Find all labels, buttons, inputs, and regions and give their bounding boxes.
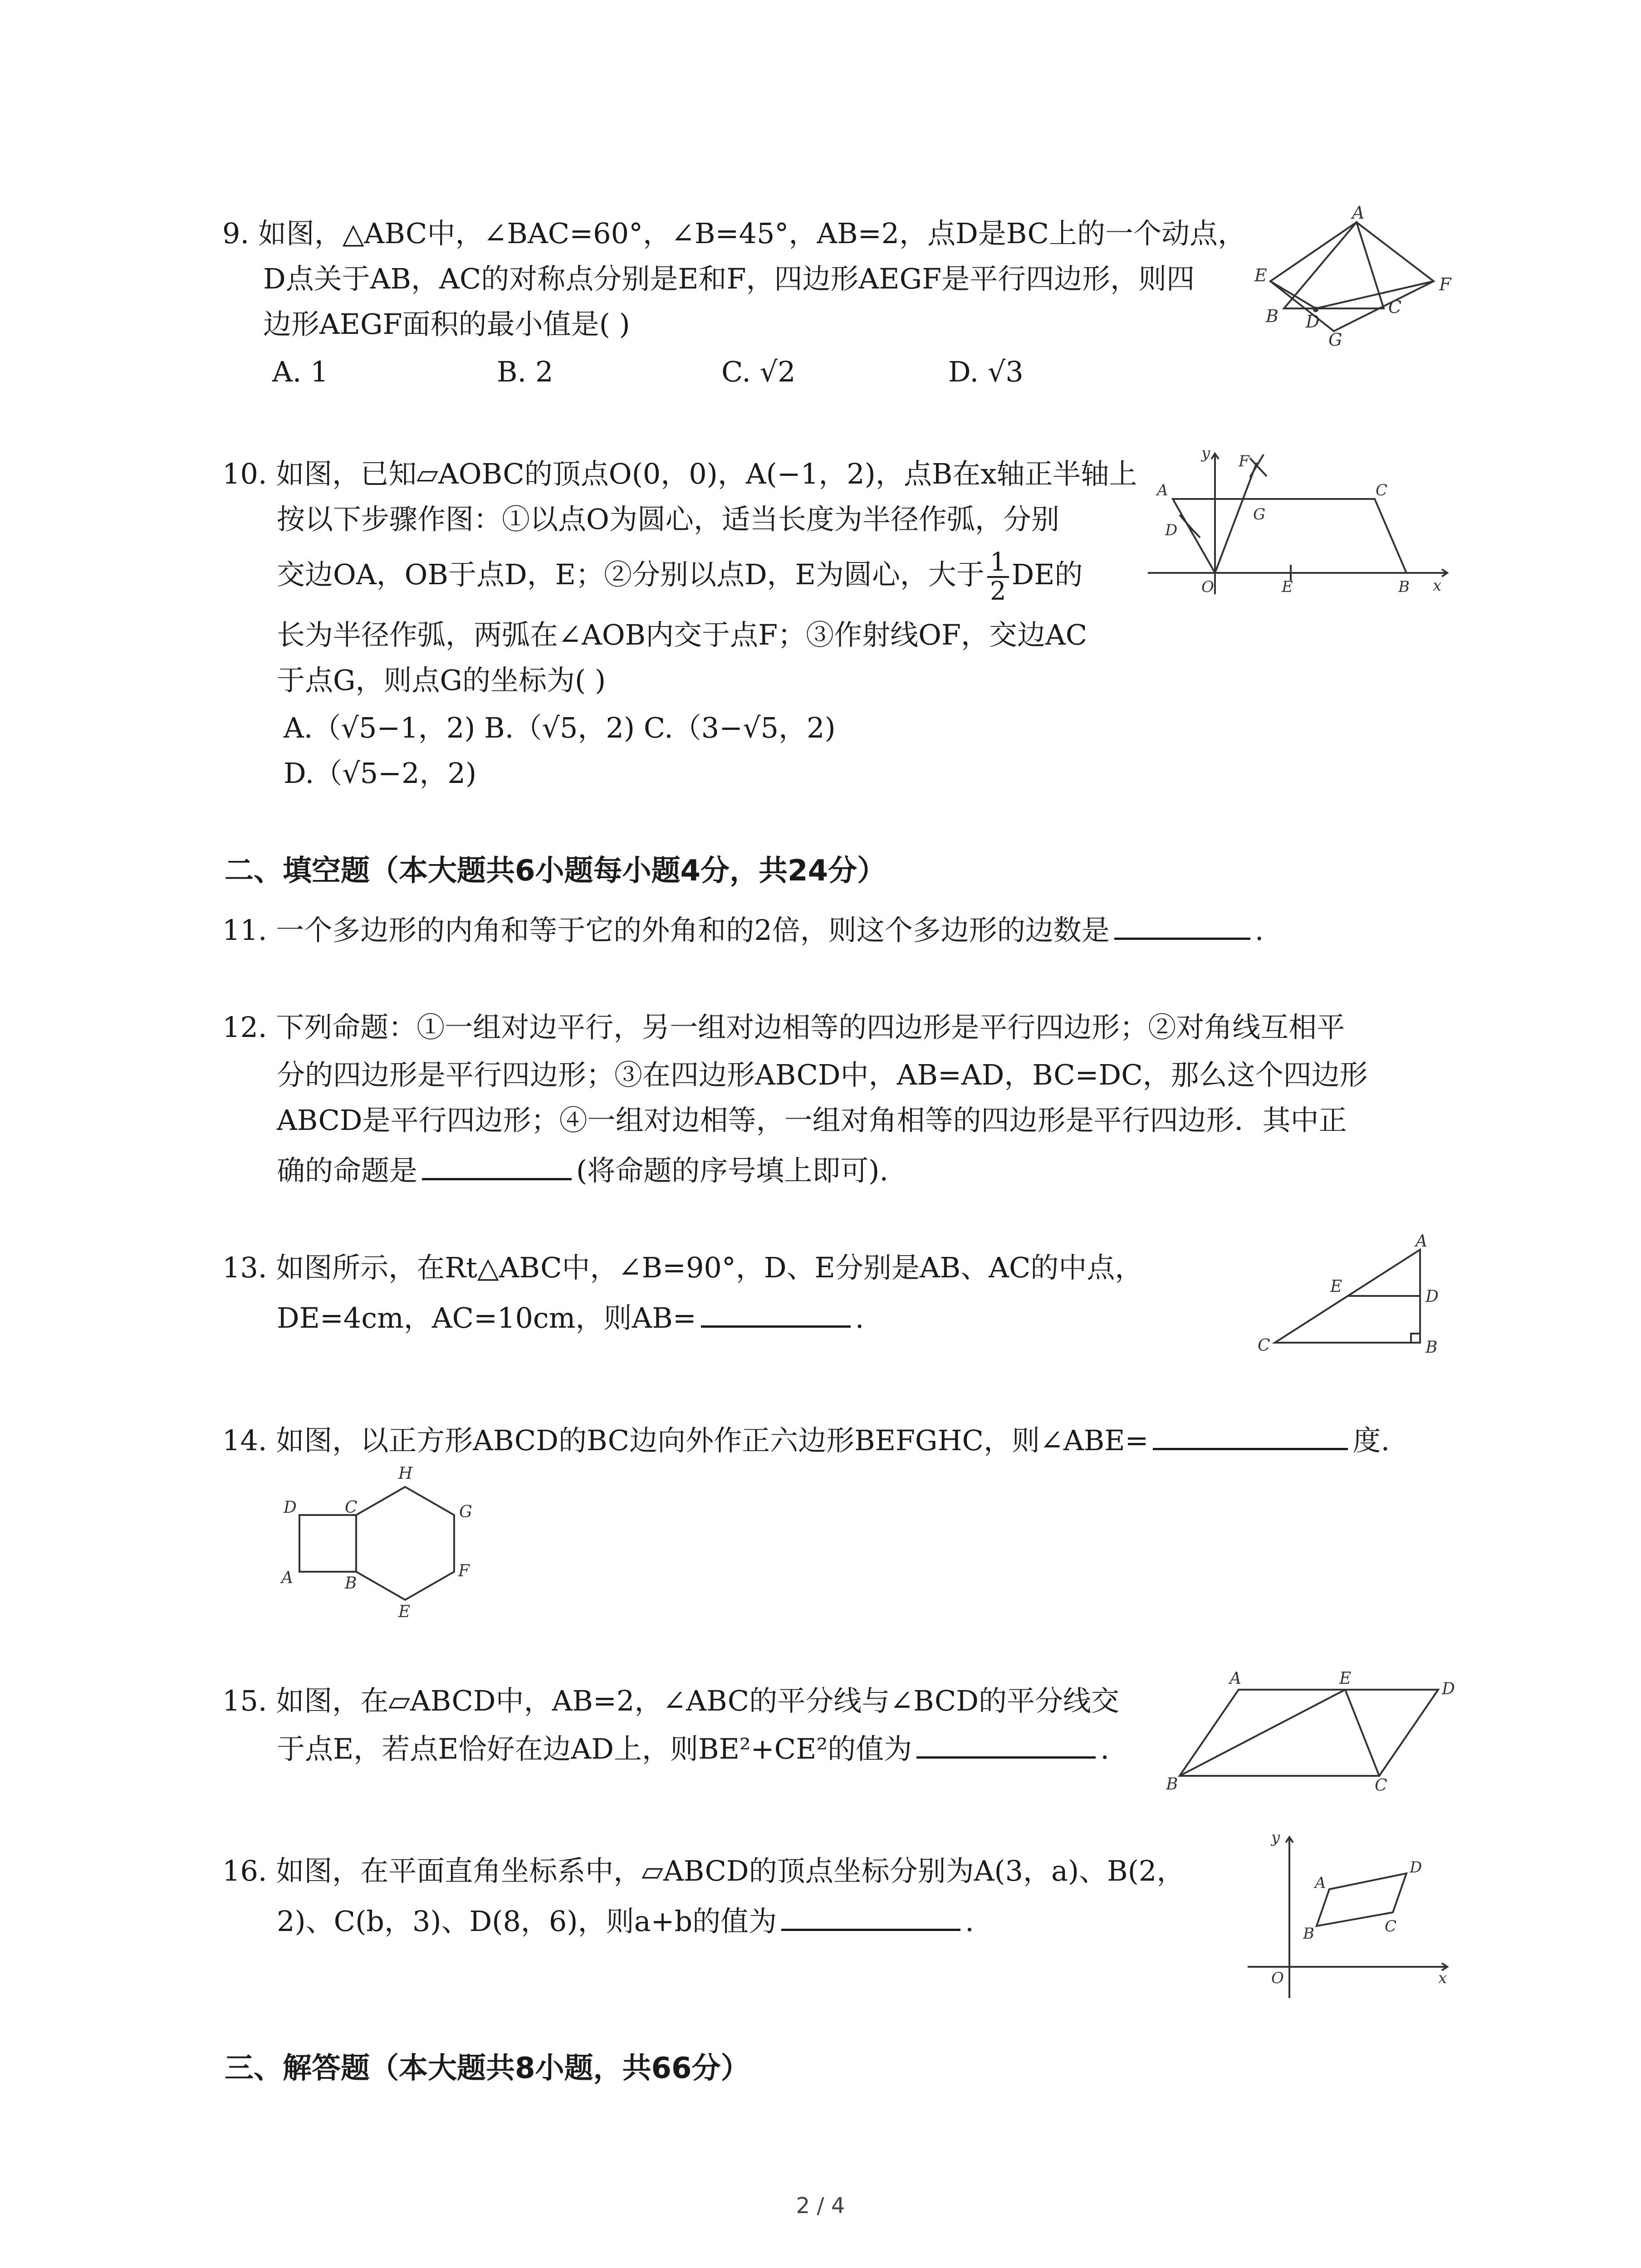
q12-line-3: ABCD是平行四边形；④一组对边相等，一组对角相等的四边形是平行四边形．其中正 xyxy=(277,1104,1347,1137)
q10-label-y: y xyxy=(1201,445,1210,462)
q14-label-e: E xyxy=(398,1603,411,1621)
q12-line-4-tail: (将命题的序号填上即可). xyxy=(576,1154,889,1187)
q14-label-g: G xyxy=(459,1503,472,1521)
q16-label-x: x xyxy=(1438,1969,1447,1987)
q12-line-4-text: 确的命题是 xyxy=(277,1154,418,1187)
q10-label-g: G xyxy=(1253,505,1266,523)
q13-line-2 xyxy=(277,1297,864,1336)
q13-label-d: D xyxy=(1425,1287,1439,1306)
q9-label-a: A xyxy=(1352,204,1365,223)
q10-options-abc: A.（√5−1，2) B.（√5，2) C.（3−√5，2) xyxy=(284,711,836,744)
q9-option-b: B. 2 xyxy=(497,355,554,388)
q16-coordinate-figure xyxy=(1239,1823,1456,2005)
q10-line-3-text: 交边OA，OB于点D，E；②分别以点D，E为圆心，大于 xyxy=(277,558,985,591)
q15-label-e: E xyxy=(1339,1669,1352,1688)
q9-label-g: G xyxy=(1328,330,1342,350)
q10-label-d: D xyxy=(1165,521,1178,539)
q14-label-f: F xyxy=(458,1562,470,1580)
q10-fraction-numerator: 1 xyxy=(987,549,1009,578)
q14-square-hexagon-figure xyxy=(272,1461,499,1624)
q11-answer-blank[interactable] xyxy=(1114,909,1250,940)
q9-label-c: C xyxy=(1388,297,1402,317)
q9-triangle-figure xyxy=(1252,204,1452,354)
q12-line-2: 分的四边形是平行四边形；③在四边形ABCD中，AB=AD，BC=DC，那么这个四边形 xyxy=(277,1058,1368,1091)
q13-label-a: A xyxy=(1416,1234,1427,1251)
q16-line-2 xyxy=(277,1901,974,1940)
q15-line-1: 15. 如图，在▱ABCD中，AB=2，∠ABC的平分线与∠BCD的平分线交 xyxy=(222,1684,1120,1717)
q11-line xyxy=(222,909,1264,948)
page-number: 2 / 4 xyxy=(796,2193,845,2219)
q14-answer-blank[interactable] xyxy=(1153,1420,1348,1450)
q16-line-1: 16. 如图，在平面直角坐标系中，▱ABCD的顶点坐标分别为A(3，a)、B(2， xyxy=(222,1854,1185,1887)
q11-tail: . xyxy=(1254,914,1264,947)
q10-line-4: 长为半径作弧，两弧在∠AOB内交于点F；③作射线OF，交边AC xyxy=(277,618,1087,651)
q10-label-f: F xyxy=(1239,452,1249,470)
q14-tail: 度. xyxy=(1352,1424,1390,1457)
q16-line-2-tail: . xyxy=(965,1905,974,1938)
q9-option-c: C. √2 xyxy=(721,355,796,388)
q15-label-a: A xyxy=(1230,1669,1241,1688)
q10-line-2: 按以下步骤作图：①以点O为圆心，适当长度为半径作弧，分别 xyxy=(277,503,1059,536)
q15-label-b: B xyxy=(1166,1775,1178,1792)
q10-label-x: x xyxy=(1433,577,1442,595)
q16-answer-blank[interactable] xyxy=(781,1901,960,1931)
q14-label-a: A xyxy=(281,1569,293,1587)
q14-label-b: B xyxy=(345,1574,357,1593)
q9-label-e: E xyxy=(1254,265,1267,285)
q15-label-c: C xyxy=(1375,1776,1387,1792)
q16-label-a: A xyxy=(1315,1874,1326,1892)
q14-text: 14. 如图，以正方形ABCD的BC边向外作正六边形BEFGHC，则∠ABE= xyxy=(222,1424,1149,1457)
q15-line-2-tail: . xyxy=(1100,1732,1109,1765)
q13-right-triangle-figure xyxy=(1257,1234,1456,1365)
section-2-heading: 二、填空题（本大题共6小题每小题4分，共24分） xyxy=(225,854,887,888)
q16-label-c: C xyxy=(1385,1917,1397,1936)
q9-option-d: D. √3 xyxy=(948,355,1024,388)
q15-parallelogram-figure xyxy=(1166,1669,1456,1792)
q9-label-d: D xyxy=(1306,312,1320,332)
q15-line-2 xyxy=(277,1728,1109,1767)
q13-label-b: B xyxy=(1425,1338,1438,1357)
q9-label-b: B xyxy=(1266,306,1279,326)
q11-text: 11. 一个多边形的内角和等于它的外角和的2倍，则这个多边形的边数是 xyxy=(222,914,1110,947)
q10-line-1: 10. 如图，已知▱AOBC的顶点O(0，0)，A(−1，2)，点B在x轴正半轴上 xyxy=(222,457,1137,490)
q16-label-y: y xyxy=(1271,1828,1280,1847)
q9-option-a: A. 1 xyxy=(272,355,328,388)
q16-label-o: O xyxy=(1271,1969,1284,1987)
q15-line-2-text: 于点E，若点E恰好在边AD上，则BE²+CE²的值为 xyxy=(277,1732,912,1765)
q10-option-d: D.（√5−2，2) xyxy=(284,757,477,790)
q10-line-3-tail: DE的 xyxy=(1011,558,1083,591)
q16-label-d: D xyxy=(1410,1858,1422,1877)
q12-answer-blank[interactable] xyxy=(422,1150,572,1180)
q9-line-2: D点关于AB，AC的对称点分别是E和F，四边形AEGF是平行四边形，则四 xyxy=(263,262,1195,295)
section-3-heading: 三、解答题（本大题共8小题，共66分） xyxy=(225,2052,750,2085)
q9-line-3: 边形AEGF面积的最小值是( ) xyxy=(263,308,630,341)
q13-line-2-text: DE=4cm，AC=10cm，则AB= xyxy=(277,1301,696,1334)
q13-line-2-tail: . xyxy=(855,1301,864,1334)
q14-line xyxy=(222,1420,1390,1459)
q10-line-3 xyxy=(277,549,1083,605)
q13-label-c: C xyxy=(1258,1336,1270,1355)
q16-label-b: B xyxy=(1303,1925,1314,1943)
q10-coordinate-figure xyxy=(1148,445,1456,599)
q9-line-1: 9. 如图，△ABC中，∠BAC=60°，∠B=45°，AB=2，点D是BC上的一个动点， xyxy=(222,217,1246,250)
q10-label-e: E xyxy=(1282,578,1293,596)
q13-label-e: E xyxy=(1330,1277,1342,1296)
q13-answer-blank[interactable] xyxy=(701,1297,851,1328)
q12-line-4 xyxy=(277,1150,888,1189)
q10-line-5: 于点G，则点G的坐标为( ) xyxy=(277,664,606,697)
q14-label-h: H xyxy=(398,1464,413,1483)
q10-fraction-denominator: 2 xyxy=(989,577,1006,606)
q10-label-a: A xyxy=(1157,481,1168,499)
q9-label-f: F xyxy=(1439,274,1451,294)
q14-label-d: D xyxy=(284,1498,297,1517)
q10-label-b: B xyxy=(1398,578,1410,596)
q10-label-o: O xyxy=(1201,578,1214,596)
q15-label-d: D xyxy=(1442,1680,1455,1698)
q12-line-1: 12. 下列命题：①一组对边平行，另一组对边相等的四边形是平行四边形；②对角线互相平 xyxy=(222,1011,1345,1044)
q16-line-2-text: 2)、C(b，3)、D(8，6)，则a+b的值为 xyxy=(277,1905,777,1938)
q14-label-c: C xyxy=(345,1498,358,1517)
q10-label-c: C xyxy=(1376,481,1388,499)
q15-answer-blank[interactable] xyxy=(916,1728,1096,1759)
q13-line-1: 13. 如图所示，在Rt△ABC中，∠B=90°，D、E分别是AB、AC的中点， xyxy=(222,1251,1143,1284)
q10-fraction xyxy=(987,549,1009,605)
